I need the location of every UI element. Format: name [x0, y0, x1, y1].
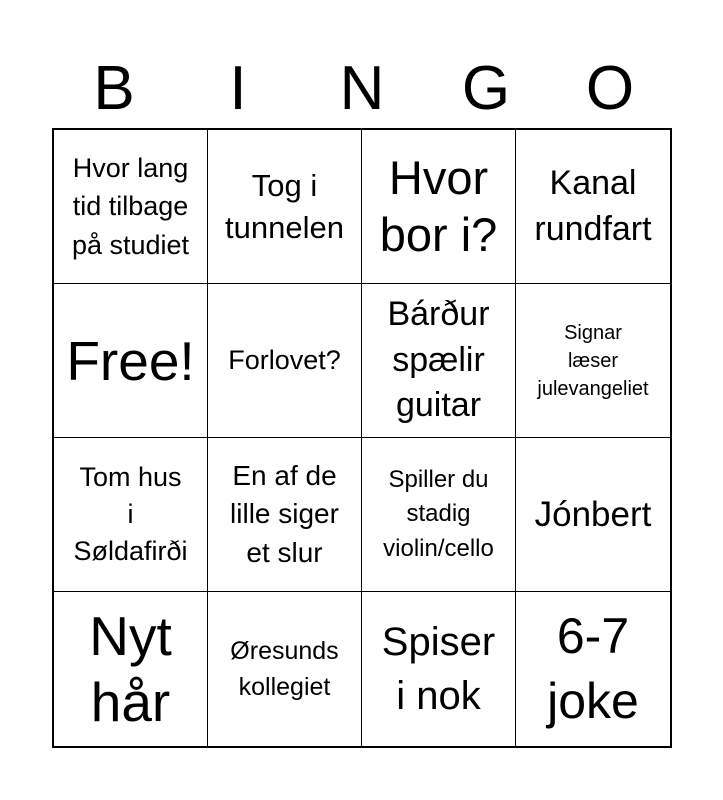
bingo-cell-text: Tom hus i Søldafirði — [73, 461, 188, 567]
bingo-cell-text: Forlovet? — [228, 344, 341, 375]
bingo-cell-text: Bárður spælir guitar — [387, 294, 490, 425]
bingo-cell[interactable] — [516, 284, 670, 438]
header-letter-n: N — [339, 54, 385, 123]
bingo-cell[interactable] — [54, 592, 208, 746]
free-space-cell[interactable] — [54, 284, 208, 438]
bingo-cell-text: Tog i tunnelen — [225, 167, 344, 245]
bingo-cell[interactable] — [208, 284, 362, 438]
bingo-cell-text: En af de lille siger et slur — [230, 459, 339, 568]
bingo-cell-text: Spiller du stadig violin/cello — [383, 466, 494, 562]
bingo-cell[interactable] — [516, 130, 670, 284]
bingo-cell[interactable] — [362, 130, 516, 284]
bingo-cell[interactable] — [362, 438, 516, 592]
bingo-cell-text: Hvor lang tid tilbage på studiet — [71, 153, 190, 260]
bingo-cell[interactable] — [208, 130, 362, 284]
header-letter-g: G — [461, 54, 511, 123]
header-letter-b: B — [93, 54, 135, 123]
bingo-board — [52, 128, 672, 748]
bingo-cell[interactable] — [208, 438, 362, 592]
bingo-cell-text: Hvor bor i? — [379, 151, 498, 261]
header-letter-o: O — [585, 54, 635, 123]
bingo-cell-text: 6-7 joke — [547, 608, 639, 729]
bingo-cell[interactable] — [362, 284, 516, 438]
bingo-cell[interactable] — [516, 438, 670, 592]
bingo-cell-text: Kanal rundfart — [534, 163, 652, 248]
bingo-cell[interactable] — [516, 592, 670, 746]
bingo-cell-text: Spiser i nok — [381, 620, 496, 718]
bingo-cell[interactable] — [54, 438, 208, 592]
bingo-cell-text: Signar læser julevangeliet — [537, 321, 649, 400]
bingo-cell[interactable] — [208, 592, 362, 746]
bingo-cell-text: Free! — [66, 329, 195, 392]
bingo-cell[interactable] — [54, 130, 208, 284]
bingo-cell-text: Øresunds kollegiet — [230, 636, 339, 701]
header-letter-i: I — [229, 54, 247, 123]
bingo-header — [52, 50, 672, 128]
bingo-cell-text: Jónbert — [534, 494, 652, 534]
bingo-cell-text: Nyt hår — [89, 605, 172, 733]
bingo-cell[interactable] — [362, 592, 516, 746]
